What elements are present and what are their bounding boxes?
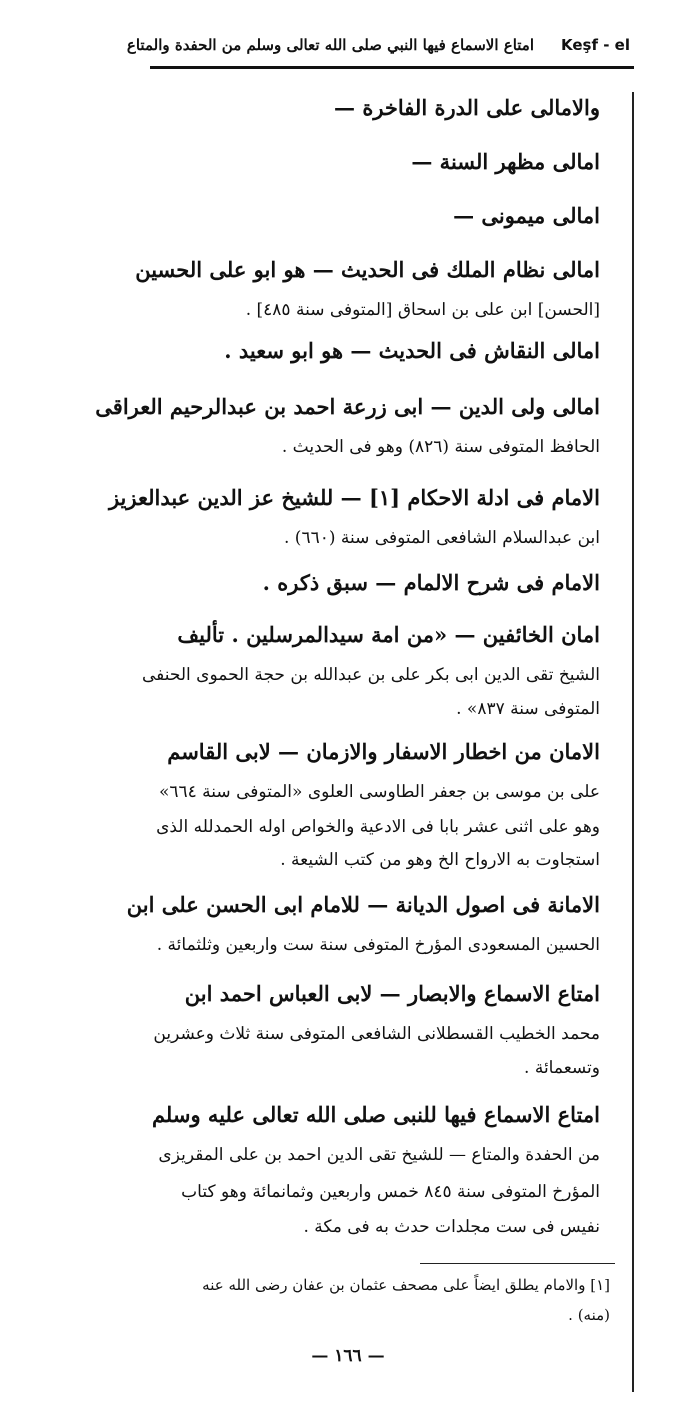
page-number: — ١٦٦ —	[311, 1346, 385, 1366]
entry-amali-maymuni	[160, 194, 600, 238]
entry-text-line: استجاوت به الارواح الخ وهو من كتب الشيعة .	[280, 850, 600, 870]
entry-heading: امالى ميمونى —	[453, 203, 600, 228]
footnote-line: [١] والامام يطلق ايضاً على مصحف عثمان بن عفان رضى الله عنه	[202, 1276, 610, 1294]
entry-amali-naqqash	[160, 329, 600, 373]
entry-amali-mazhar	[160, 140, 600, 184]
footnote-separator	[420, 1263, 615, 1264]
entry-text-line: المتوفى سنة ٨٣٧» .	[456, 699, 600, 719]
entry-text-line: وهو على اثنى عشر بابا فى الادعية والخواص اوله الحمدلله الذى	[156, 817, 600, 837]
footnote	[170, 1270, 610, 1330]
entry-heading: امالى مظهر السنة —	[411, 149, 600, 174]
footnote-line: (منه) .	[568, 1306, 610, 1324]
entry-heading: الامام فى شرح الالمام — سبق ذكره .	[262, 570, 600, 595]
entry-imta-absar	[153, 972, 600, 1083]
entry-amana-usul	[126, 883, 600, 964]
entry-imam-adilla	[108, 476, 600, 557]
entry-aman-akhtar	[156, 730, 600, 877]
entry-text-line: ابن عبدالسلام الشافعى المتوفى سنة (٦٦٠) .	[283, 528, 600, 548]
entry-text-line: محمد الخطيب القسطلانى الشافعى المتوفى سنة ثلاث وعشرين	[153, 1024, 600, 1044]
entry-text-line: [الحسن] ابن على بن اسحاق [المتوفى سنة ٤٨٥] .	[245, 300, 600, 320]
running-header	[126, 34, 634, 69]
entry-text-line: الحافظ المتوفى سنة (٨٢٦) وهو فى الحديث .	[281, 437, 600, 457]
entry-amali-wali	[95, 385, 600, 466]
entry-text-line: من الحفدة والمتاع — للشيخ تقى الدين احمد بن على المقريزى	[158, 1145, 600, 1165]
entry-amali-durra	[160, 86, 600, 130]
entry-heading: امالى النقاش فى الحديث — هو ابو سعيد .	[224, 338, 600, 363]
entry-text-line: المؤرخ المتوفى سنة ٨٤٥ خمس واربعين وثمانمائة وهو كتاب	[181, 1182, 600, 1202]
running-header-left-text: Keşf - el	[561, 36, 630, 54]
entry-heading: امان الخائفين — «من امة سيدالمرسلين . تأليف	[177, 622, 600, 647]
entry-heading: والامالى على الدرة الفاخرة —	[334, 95, 600, 120]
entry-heading: امالى ولى الدين — ابى زرعة احمد بن عبدالرحيم العراقى	[95, 394, 600, 419]
entry-heading: الامانة فى اصول الديانة — للامام ابى الحسن على ابن	[126, 892, 600, 917]
page-margin-rule	[632, 92, 634, 1392]
entry-text-line: على بن موسى بن جعفر الطاوسى العلوى «المتوفى سنة ٦٦٤»	[158, 782, 600, 802]
entry-heading: امالى نظام الملك فى الحديث — هو ابو على الحسين	[135, 257, 600, 282]
entry-heading: امتاع الاسماع فيها للنبى صلى الله تعالى عليه وسلم	[151, 1102, 600, 1127]
running-header-title: امتاع الاسماع فيها النبي صلى الله تعالى وسلم من الحفدة والمتاع	[126, 36, 534, 54]
entry-text-line: الشيخ تقى الدين ابى بكر على بن عبدالله بن حجة الحموى الحنفى	[141, 665, 600, 685]
entry-imam-ilmam	[160, 561, 600, 605]
entry-aman-khaifin	[141, 613, 600, 724]
entry-text-line: وتسعمائة .	[524, 1058, 600, 1078]
entry-imta-hafada	[151, 1093, 600, 1243]
entry-text-line: الحسين المسعودى المؤرخ المتوفى سنة ست واربعين وثلثمائة .	[156, 935, 600, 955]
entry-heading: الامان من اخطار الاسفار والازمان — لابى القاسم	[167, 739, 600, 764]
entry-amali-nizam	[135, 248, 600, 329]
entry-heading: الامام فى ادلة الاحكام [١] — للشيخ عز الدين عبدالعزيز	[108, 485, 600, 510]
entry-text-line: نفيس فى ست مجلدات حدث به فى مكة .	[303, 1217, 600, 1237]
main-text-column	[95, 86, 600, 1243]
entry-heading: امتاع الاسماع والابصار — لابى العباس احمد ابن	[184, 981, 600, 1006]
